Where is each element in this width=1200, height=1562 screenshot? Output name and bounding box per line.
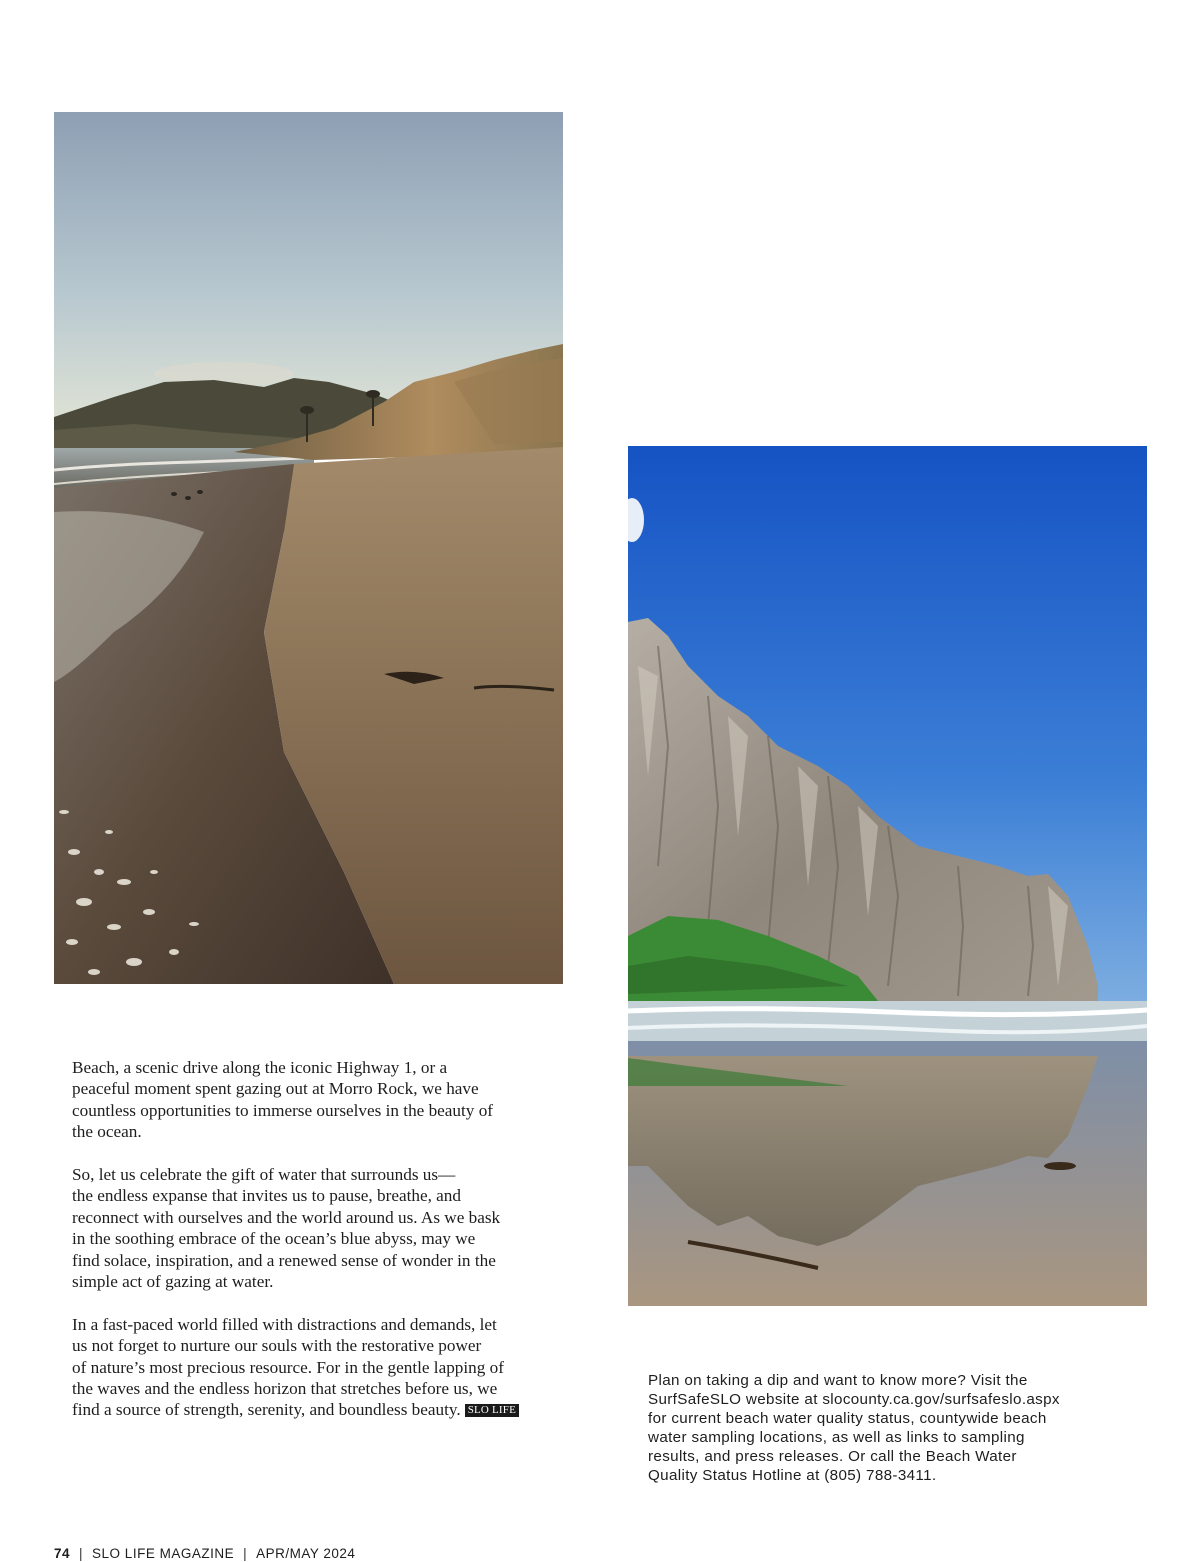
text-line-final bbox=[72, 1399, 552, 1420]
text-line: So, let us celebrate the gift of water that surrounds us— bbox=[72, 1165, 456, 1185]
note-line: for current beach water quality status, countywide beach bbox=[648, 1410, 1047, 1428]
issue-date: APR/MAY 2024 bbox=[256, 1546, 356, 1561]
end-mark-tag: SLO LIFE bbox=[465, 1404, 519, 1417]
note-line: Plan on taking a dip and want to know more? Visit the bbox=[648, 1372, 1028, 1389]
note-line: Quality Status Hotline at (805) 788-3411. bbox=[648, 1467, 937, 1485]
publication-name: SLO LIFE MAGAZINE bbox=[92, 1546, 235, 1561]
morro-rock-illustration bbox=[628, 446, 1147, 1306]
text-line: In a fast-paced world filled with distractions and demands, let bbox=[72, 1314, 497, 1334]
text-line-final-content: find a source of strength, serenity, and boundless beauty. bbox=[72, 1400, 461, 1420]
footer-separator: | bbox=[79, 1546, 84, 1561]
text-line: in the soothing embrace of the ocean’s blue abyss, may we bbox=[72, 1229, 476, 1249]
text-line: the ocean. bbox=[72, 1122, 142, 1142]
body-paragraph-3 bbox=[72, 1314, 552, 1421]
text-line: the endless expanse that invites us to pause, breathe, and bbox=[72, 1186, 461, 1206]
text-line: of nature’s most precious resource. For in the gentle lapping of bbox=[72, 1357, 504, 1377]
note-line: water sampling locations, as well as links to sampling bbox=[648, 1429, 1025, 1447]
text-line: find solace, inspiration, and a renewed sense of wonder in the bbox=[72, 1250, 496, 1270]
beach-cliffs-illustration bbox=[54, 112, 563, 984]
text-line: Beach, a scenic drive along the iconic Highway 1, or a bbox=[72, 1058, 448, 1077]
text-line: reconnect with ourselves and the world around us. As we bask bbox=[72, 1207, 501, 1227]
surfsafe-info-note bbox=[648, 1371, 1143, 1486]
note-line: results, and press releases. Or call the Beach Water bbox=[648, 1448, 1017, 1466]
note-line: SurfSafeSLO website at slocounty.ca.gov/surfsafeslo.aspx bbox=[648, 1391, 1060, 1409]
text-line: peaceful moment spent gazing out at Morro Rock, we have bbox=[72, 1079, 479, 1099]
article-body bbox=[72, 1057, 552, 1442]
beach-cliffs-photo bbox=[54, 112, 563, 984]
text-line: the waves and the endless horizon that stretches before us, we bbox=[72, 1379, 498, 1399]
page-number: 74 bbox=[54, 1546, 71, 1561]
page-footer bbox=[54, 1546, 355, 1562]
footer-separator: | bbox=[243, 1546, 248, 1561]
text-line: us not forget to nurture our souls with the restorative power bbox=[72, 1336, 482, 1356]
text-line: countless opportunities to immerse ourselves in the beauty of bbox=[72, 1100, 494, 1120]
morro-rock-photo bbox=[628, 446, 1147, 1306]
body-paragraph-1 bbox=[72, 1057, 552, 1143]
text-line: simple act of gazing at water. bbox=[72, 1272, 274, 1292]
body-paragraph-2 bbox=[72, 1164, 552, 1292]
